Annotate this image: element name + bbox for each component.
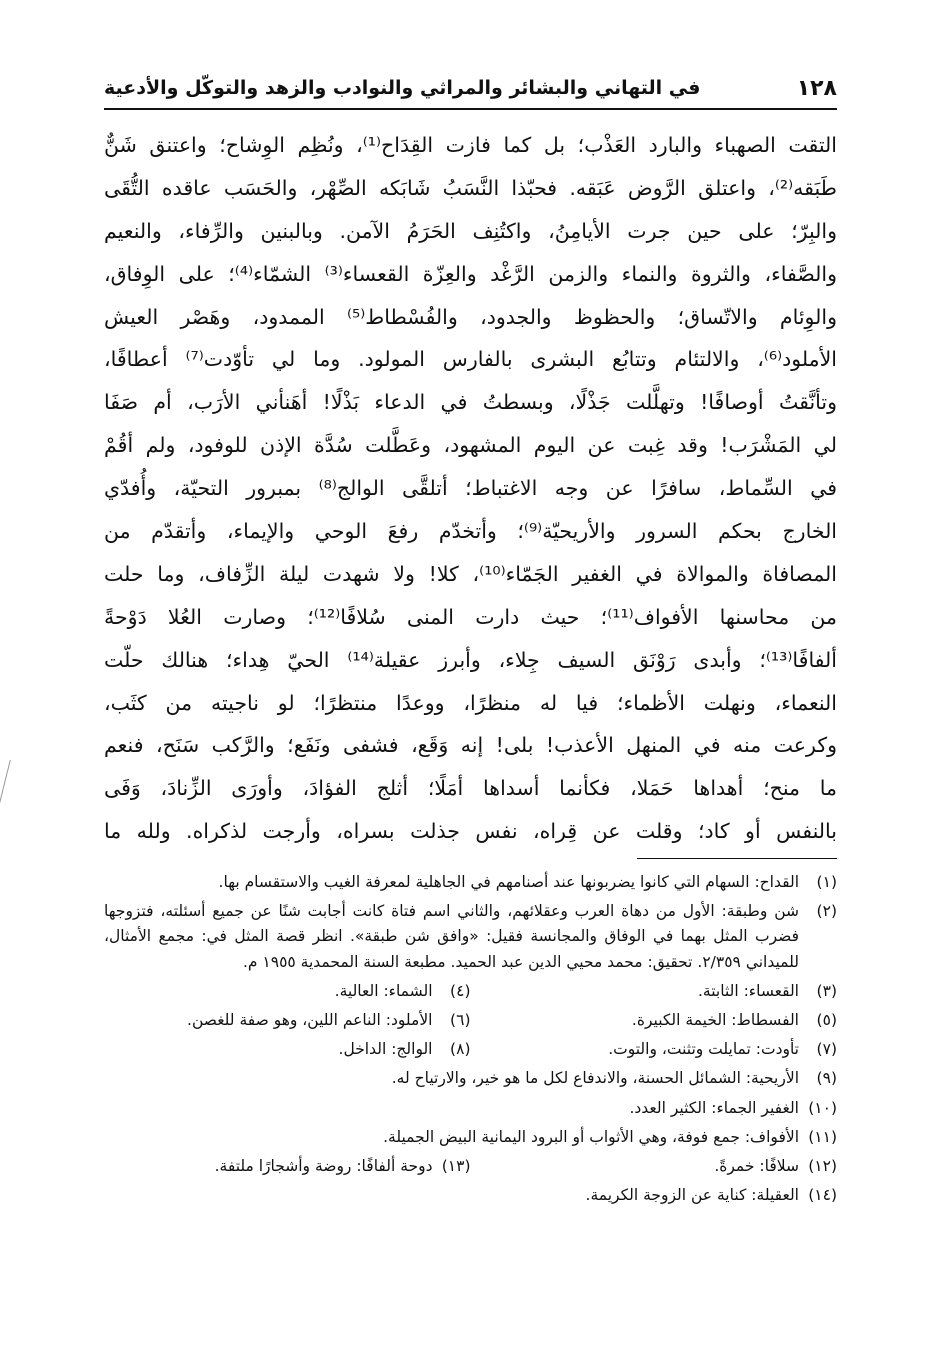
- text-line: بالنفس أو كاد؛ وقلت عن قِراه، نفس جذلت بسراه، وأرجت لذكراه. ولله ما: [104, 819, 837, 844]
- footnote-number: (٣): [816, 981, 837, 1000]
- footnote-2: [104, 899, 837, 975]
- footnote-number: (١٤): [808, 1186, 837, 1205]
- footnote-number: (١٢): [808, 1157, 837, 1176]
- footnote-pair: [104, 1154, 837, 1179]
- footnote-12: [471, 1154, 838, 1179]
- text-line: والصَّفاء، والثروة والنماء والزمن الرَّغْد والعِزّة القعساء⁽³⁾ الشمّاء⁽⁴⁾؛ على الوِفاق،: [104, 261, 837, 286]
- main-text: [104, 124, 837, 853]
- text-line: طَبَقه⁽²⁾، واعتلق الرَّوض عَبَقه. فحبّذا النَّسَبُ شَابَكه الصِّهْر، والحَسَب عاقده التُّقَى: [104, 175, 837, 200]
- text-line: الخارج بحكم السرور والأريحيّة⁽⁹⁾؛ وأتخدّم رفعَ الوحي والإيماء، وأتقدّم من: [104, 519, 837, 544]
- footnote-number: (٨): [450, 1040, 471, 1059]
- text-line: والوِئام والاتّساق؛ والحظوظ والجدود، والفُسْطاط⁽⁵⁾ الممدود، وهَصْر العيش: [104, 304, 837, 329]
- footnote-number: (٥): [816, 1011, 837, 1030]
- footnote-text: القعساء: الثابتة.: [698, 981, 799, 1000]
- text-line: والبِرّ؛ على حين جرت الأيامِنُ، واكتُنِف الحَرَمُ الآمن. وبالبنين والرِّفاء، والنعيم: [104, 218, 837, 243]
- footnote-text: الأفواف: جمع فوفة، وهي الأثواب أو البرود اليمانية البيض الجميلة.: [383, 1127, 799, 1146]
- footnote-14: [104, 1183, 837, 1208]
- footnote-number: (١٣): [441, 1157, 471, 1176]
- footnote-pair: [104, 1008, 837, 1033]
- footnote-text: سلافًا: خمرةً.: [714, 1157, 799, 1176]
- footnote-text: الوالج: الداخل.: [338, 1040, 433, 1059]
- text-line: وكرعت منه في المنهل الأعذب! بلى! إنه وَقَع، فشفى ونَفَع؛ والرَّكب سَنَح، فنعم: [104, 733, 837, 758]
- footnote-3: [471, 979, 838, 1004]
- footnote-text: الغفير الجماء: الكثير العدد.: [629, 1098, 799, 1117]
- running-title: في التهاني والبشائر والمراثي والنوادب والزهد والتوكّل والأدعية: [104, 77, 701, 99]
- footnote-text: الأريحية: الشمائل الحسنة، والاندفاع لكل ما هو خير، والارتياح له.: [391, 1069, 799, 1088]
- footnote-pair: [104, 979, 837, 1004]
- footnote-text: الأملود: الناعم اللين، وهو صفة للغصن.: [187, 1011, 433, 1030]
- footnote-number: (١): [816, 873, 837, 891]
- footnote-number: (١٠): [808, 1098, 837, 1117]
- text-line: التقت الصهباء والبارد العَذْب؛ بل كما فازت القِدَاح⁽¹⁾، ونُظِم الوِشاح؛ واعتنق شَنٌّ: [104, 133, 837, 157]
- footnote-5: [471, 1008, 838, 1033]
- footnote-text: دوحة ألفافًا: روضة وأشجارًا ملتفة.: [214, 1157, 433, 1176]
- text-line: وتأنَّقتُ أوصافًا! وتهلَّلت جَذْلًا، وبسطتُ في الدعاء بَذْلًا! أهَنأني الأرَب، أم صَفَا: [104, 390, 837, 415]
- footnote-number: (٤): [450, 981, 471, 1000]
- text-line: ألفافًا⁽¹³⁾؛ وأبدى رَوْنَق السيف جِلاء، وأبرز عقيلة⁽¹⁴⁾ الحيّ هِداء؛ هنالك حلّت: [104, 647, 837, 672]
- text-line: لي المَشْرَب! وقد غِبت عن اليوم المشهود، وعَطَّلت سُدَّة الإذن للوفود، ولم أقُمْ: [104, 433, 837, 458]
- text-line: ما منح؛ أهداها حَمَلا، فكأنما أسداها أمَلًا؛ أثلج الفؤادَ، وأورَى الزِّنادَ، وَفَى: [104, 776, 837, 801]
- text-line: من محاسنها الأفواف⁽¹¹⁾؛ حيث دارت المنى سُلافًا⁽¹²⁾؛ وصارت العُلا دَوْحةً: [104, 604, 837, 629]
- footnote-10: [104, 1096, 837, 1121]
- footnote-8: [104, 1037, 471, 1062]
- text-line: النعماء، ونهلت الأظماء؛ فيا له منظرًا، ووعدًا منتظرًا؛ لو ناجيته من كثَب،: [104, 690, 837, 715]
- footnote-6: [104, 1008, 471, 1033]
- footnote-pair: [104, 1037, 837, 1062]
- footnote-text: شن وطبقة: الأول من دهاة العرب وعقلائهم، والثاني اسم فتاة كانت أجابت شنًا عن جميع أسئلته، فتزوجها فضرب المثل بهما في الوفاق والمجانسة فقيل: «وافق شن طبقة». انظر قصة المثل في: مجمع الأمثال، للميداني ٢/٣٥٩. تحقيق: محمد محيي الدين عبد الحميد. مطبعة السنة المحمدية ١٩٥٥ م.: [104, 902, 799, 971]
- footnote-text: الفسطاط: الخيمة الكبيرة.: [631, 1011, 799, 1030]
- footnote-9: [104, 1066, 837, 1091]
- footnote-number: (٧): [816, 1040, 837, 1059]
- footnote-text: القداح: السهام التي كانوا يضربونها عند أصنامهم في الجاهلية لمعرفة الغيب والاستقسام بها.: [218, 873, 799, 891]
- text-line: في السِّماط، سافرًا عن وجه الاغتباط؛ أتلقَّى الوالج⁽⁸⁾ بمبرور التحيّة، وأُفدّي: [104, 476, 837, 501]
- footnote-number: (١١): [808, 1127, 837, 1146]
- footnote-divider: [637, 858, 837, 859]
- footnote-1: [104, 870, 837, 895]
- text-line: المصافاة والموالاة في الغفير الجَمّاء⁽¹⁰⁾، كلا! ولا شهدت ليلة الزِّفاف، وما حلت: [104, 561, 837, 586]
- footnote-7: [471, 1037, 838, 1062]
- footnote-number: (٩): [816, 1069, 837, 1088]
- footnote-number: (٢): [816, 902, 837, 921]
- footnotes: [104, 870, 837, 1212]
- scan-margin-mark: [0, 760, 21, 840]
- page-header: [104, 68, 837, 110]
- footnote-13: [104, 1154, 471, 1179]
- footnote-text: تأودت: تمايلت وتثنت، والتوت.: [608, 1040, 799, 1059]
- footnote-11: [104, 1125, 837, 1150]
- footnote-text: العقيلة: كناية عن الزوجة الكريمة.: [585, 1186, 799, 1205]
- footnote-4: [104, 979, 471, 1004]
- page-number: ١٢٨: [796, 75, 837, 101]
- text-line: الأملود⁽⁶⁾، والالتئام وتتابُع البشرى بالفارس المولود. وما لي تأوّدت⁽⁷⁾ أعطافًا،: [104, 347, 837, 372]
- footnote-number: (٦): [450, 1011, 471, 1030]
- footnote-text: الشماء: العالية.: [334, 981, 433, 1000]
